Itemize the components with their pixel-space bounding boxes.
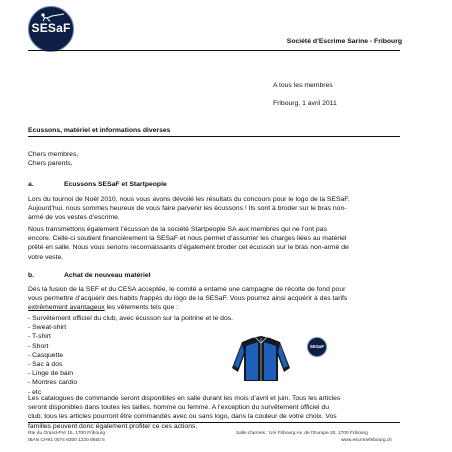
paragraph-line: votre veste. xyxy=(28,253,64,261)
emphasis-text: extrêmement avantageux xyxy=(28,304,105,312)
footer-website[interactable]: www.escrimefribourg.ch xyxy=(341,438,392,443)
list-item: - T-shirt xyxy=(28,333,51,341)
list-item: - Linge de bain xyxy=(28,370,73,378)
paragraph-line: Dès la fusion de la SEF et du CESA acceptée, le comité a entamé une campagne de récolte de fond pour xyxy=(28,286,346,293)
section-b-title: Achat de nouveau matériel xyxy=(64,272,151,279)
sesaf-patch-icon: SESaF xyxy=(307,337,327,357)
section-a-letter: a. xyxy=(28,181,34,188)
paragraph-line: Les catalogues de commande seront disponibles en salle durant les mois d’avril et juin. Tous les articles xyxy=(28,395,341,402)
footer-hall-address: Salle d’armes : Uni Fribourg Av. de l’Europe 20, 1700 Fribourg xyxy=(236,431,368,436)
section-a-title: Ecussons SESaF et Startpeople xyxy=(64,181,167,188)
logo-text: SESaF xyxy=(31,21,71,35)
section-b-closing xyxy=(28,394,408,431)
place-date: Fribourg, 1 avril 2011 xyxy=(273,100,337,107)
organization-name: Société d’Escrime Sarine - Fribourg xyxy=(286,38,402,45)
list-item: - Survêtement officiel du club, avec écusson sur la poitrine et le dos. xyxy=(28,315,234,322)
paragraph-line: Lors du tournoi de Noël 2010, nous vous avons dévoilé les résultats du concours pour le logo de la SESaF. xyxy=(28,196,350,203)
paragraph-line xyxy=(28,303,408,312)
section-b-intro xyxy=(28,285,408,313)
paragraph-line: encore. Celle-ci soutient financièrement la SESaF et nous permet d’assumer les charges liées au matériel xyxy=(28,235,347,243)
paragraph-line: familles peuvent donc également profiter ce ces actions. xyxy=(28,422,198,430)
paragraph-line: club, tous les articles pourront être commandés avec ou sans logo, dans la couleur de votre choix. Vos xyxy=(28,413,337,421)
list-item: - Sweat-shirt xyxy=(28,324,67,332)
paragraph-line: seront disponibles dans toutes les tailles, homme ou femme. A l’exception du survêtement officiel du xyxy=(28,404,329,412)
tracksuit-jacket-image xyxy=(228,334,294,384)
list-item: - etc xyxy=(28,388,42,396)
list-item: - Short xyxy=(28,342,49,350)
greeting-parents: Chers parents, xyxy=(28,160,73,167)
paragraph-line: vous permettre d’acquérir des habits frappés du logo de la SESaF. Vous pourrez ainsi acquérir à des tarifs xyxy=(28,295,348,303)
paragraph-line: prêté en salle. Nous vous serions reconnaissants d’également broder cet écusson sur le bras non-armé de xyxy=(28,244,349,252)
section-b-letter: b. xyxy=(28,272,35,279)
clothing-list xyxy=(28,314,233,397)
section-a-paragraph-2 xyxy=(28,225,408,262)
recipient: A tous les membres xyxy=(273,82,333,89)
footer-iban: IBAN CH91 0074 8300 1220 8650 5 xyxy=(28,438,105,443)
subject-divider xyxy=(28,136,400,137)
greeting-members: Chers membres, xyxy=(28,151,79,158)
club-logo xyxy=(28,6,74,52)
paragraph-line: Nous transmettons également l’écusson de la société Startpeople SA aux membres qui ne l’ont pas xyxy=(28,226,327,233)
paragraph-text: les vêtements tels que : xyxy=(104,304,178,312)
list-item: - Montres cardio xyxy=(28,379,78,387)
header-divider xyxy=(28,50,400,51)
paragraph-line: Aujourd’hui, nous sommes heureux de vous faire parvenir les écussons ! Ils sont à broder sur le bras non- xyxy=(28,205,347,213)
list-item: - Casquette xyxy=(28,351,64,359)
footer-address: Rte du Grand-Pré 15, 1700 Fribourg xyxy=(28,431,106,436)
paragraph-line: armé de vos vestes d’escrime. xyxy=(28,214,120,222)
list-item: - Sac à dos xyxy=(28,361,63,369)
footer-divider xyxy=(28,422,400,423)
subject-heading: Ecussons, matériel et informations diverses xyxy=(28,127,171,134)
section-a-paragraph-1 xyxy=(28,195,408,223)
